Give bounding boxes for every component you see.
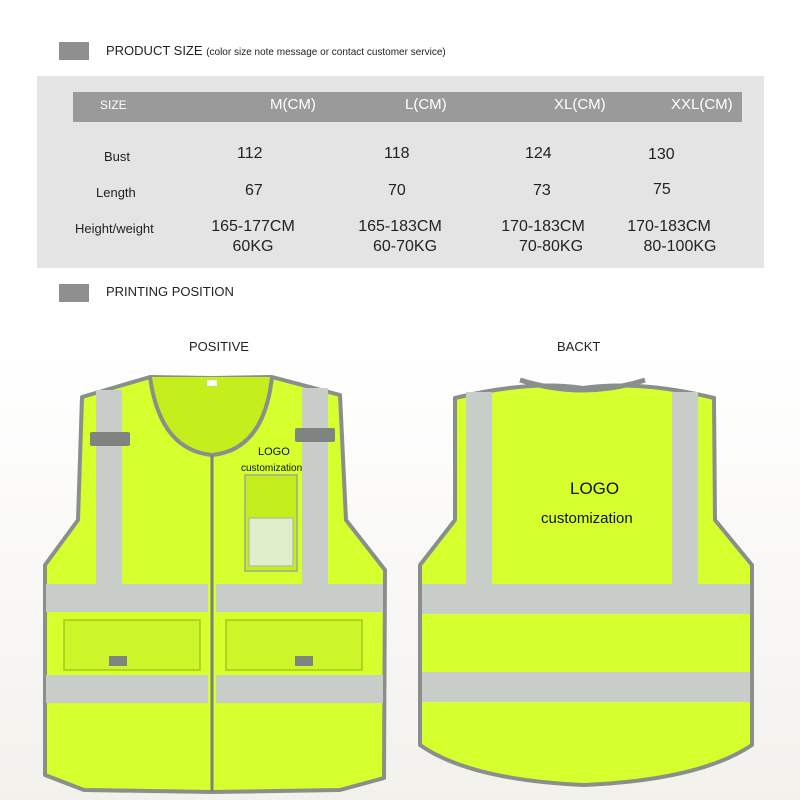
- product-size-marker: [59, 42, 89, 60]
- front-vest: [45, 377, 385, 792]
- printing-position-marker: [59, 284, 89, 302]
- hw-xxl-weight: 80-100KG: [643, 238, 717, 255]
- length-xl: 73: [533, 182, 551, 199]
- length-m: 67: [245, 182, 263, 199]
- front-shoulder-tab-left: [90, 432, 130, 446]
- front-pocket-tab-left: [109, 656, 127, 666]
- length-xxl: 75: [653, 181, 671, 198]
- front-reflective-upper-left: [46, 584, 208, 612]
- length-l: 70: [388, 182, 406, 199]
- back-vest: [420, 380, 752, 785]
- hw-xxl-height: 170-183CM: [627, 218, 711, 235]
- front-view-caption: POSITIVE: [189, 339, 249, 354]
- header-size: SIZE: [100, 98, 127, 112]
- bust-m: 112: [237, 145, 263, 162]
- size-table: [37, 76, 764, 268]
- product-size-title: PRODUCT SIZE: [106, 43, 203, 58]
- front-customization-label: customization: [241, 463, 303, 474]
- front-reflective-vertical-left: [96, 390, 122, 586]
- hw-m-height: 165-177CM: [211, 218, 295, 235]
- hw-l: [352, 217, 448, 257]
- back-logo-label: LOGO: [570, 479, 620, 498]
- front-collar-label: [207, 380, 217, 386]
- hw-xl-height: 170-183CM: [501, 218, 585, 235]
- back-view-caption: BACKT: [557, 339, 601, 354]
- front-id-window: [249, 518, 293, 566]
- row-label-bust: Bust: [104, 149, 131, 164]
- front-pocket-left: [64, 620, 200, 670]
- front-logo-label: LOGO: [258, 446, 290, 458]
- product-size-note: (color size note message or contact customer service): [206, 47, 446, 58]
- front-pocket-tab-right: [295, 656, 313, 666]
- back-reflective-vertical-right: [672, 392, 698, 588]
- front-shoulder-tab-right: [295, 428, 335, 442]
- back-reflective-vertical-left: [466, 392, 492, 588]
- back-customization-label: customization: [541, 510, 633, 527]
- back-reflective-lower: [422, 672, 750, 702]
- front-reflective-upper-right: [216, 584, 383, 612]
- row-label-length: Length: [96, 185, 136, 200]
- row-label-height-weight: Height/weight: [75, 221, 154, 236]
- hw-xl-weight: 70-80KG: [518, 238, 584, 255]
- front-reflective-lower-right: [216, 675, 383, 703]
- front-reflective-lower-left: [46, 675, 208, 703]
- hw-m: [208, 217, 298, 257]
- header-xxl: XXL(CM): [671, 96, 733, 113]
- hw-l-weight: 60-70KG: [372, 238, 438, 255]
- header-m: M(CM): [270, 96, 316, 113]
- bust-xl: 124: [525, 145, 552, 162]
- hw-xxl: [619, 217, 719, 257]
- header-xl: XL(CM): [554, 96, 606, 113]
- product-size-heading: [106, 43, 446, 58]
- header-l: L(CM): [405, 96, 447, 113]
- hw-m-weight: 60KG: [232, 238, 274, 255]
- front-pocket-right: [226, 620, 362, 670]
- vest-photo: [0, 355, 800, 800]
- bust-xxl: 130: [648, 146, 675, 163]
- bust-l: 118: [384, 145, 410, 162]
- hw-xl: [495, 217, 591, 257]
- size-table-header: [73, 92, 742, 122]
- hw-l-height: 165-183CM: [358, 218, 442, 235]
- front-reflective-vertical-right: [302, 388, 328, 586]
- printing-position-heading: PRINTING POSITION: [106, 284, 234, 299]
- back-reflective-upper: [422, 584, 750, 614]
